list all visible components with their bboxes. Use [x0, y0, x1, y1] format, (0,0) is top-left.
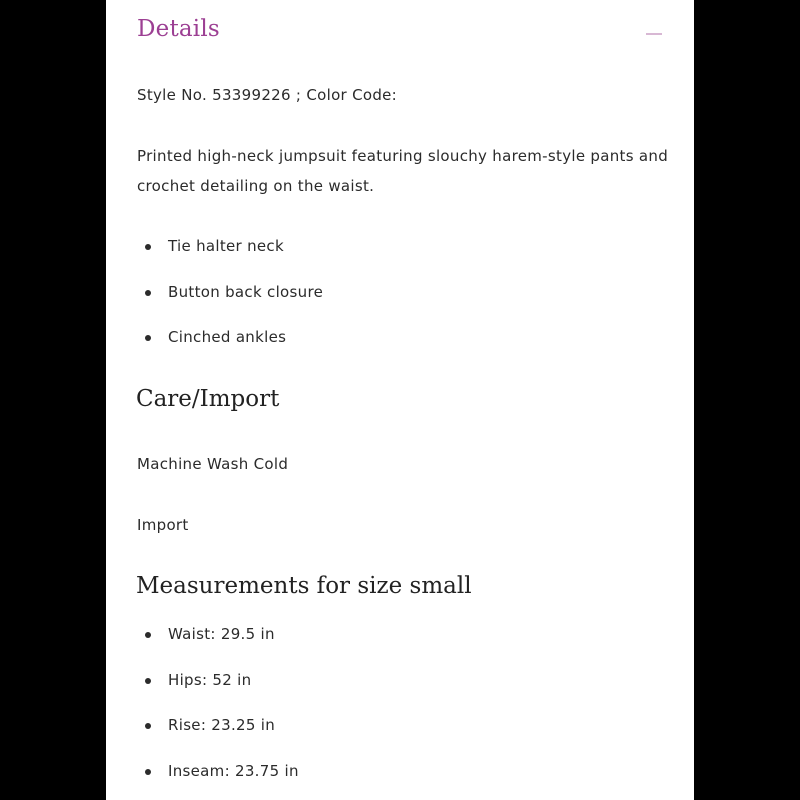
feature-label: Button back closure: [168, 283, 324, 301]
measurement-label: Inseam: 23.75 in: [168, 762, 299, 780]
care-import-heading: Care/Import: [136, 386, 280, 412]
measurements-heading: Measurements for size small: [136, 573, 472, 599]
measurement-label: Waist: 29.5 in: [168, 625, 275, 643]
measurement-label: Rise: 23.25 in: [168, 716, 276, 734]
minus-icon[interactable]: [642, 24, 666, 44]
bullet-icon: [145, 632, 151, 638]
bullet-icon: [145, 335, 151, 341]
bullet-icon: [145, 244, 151, 250]
style-number: Style No. 53399226 ; Color Code:: [137, 86, 398, 104]
measurement-label: Hips: 52 in: [168, 671, 252, 689]
details-title: Details: [137, 16, 220, 42]
product-details-panel: [106, 0, 694, 800]
care-origin: Import: [137, 516, 189, 534]
bullet-icon: [145, 290, 151, 296]
bullet-icon: [145, 678, 151, 684]
feature-label: Cinched ankles: [168, 328, 287, 346]
bullet-icon: [145, 769, 151, 775]
details-accordion-header[interactable]: [106, 0, 694, 64]
bullet-icon: [145, 723, 151, 729]
care-wash-instruction: Machine Wash Cold: [137, 455, 289, 473]
product-description: Printed high-neck jumpsuit featuring slouchy harem-style pants and crochet detailing on the waist.: [137, 147, 669, 195]
feature-label: Tie halter neck: [168, 237, 284, 255]
